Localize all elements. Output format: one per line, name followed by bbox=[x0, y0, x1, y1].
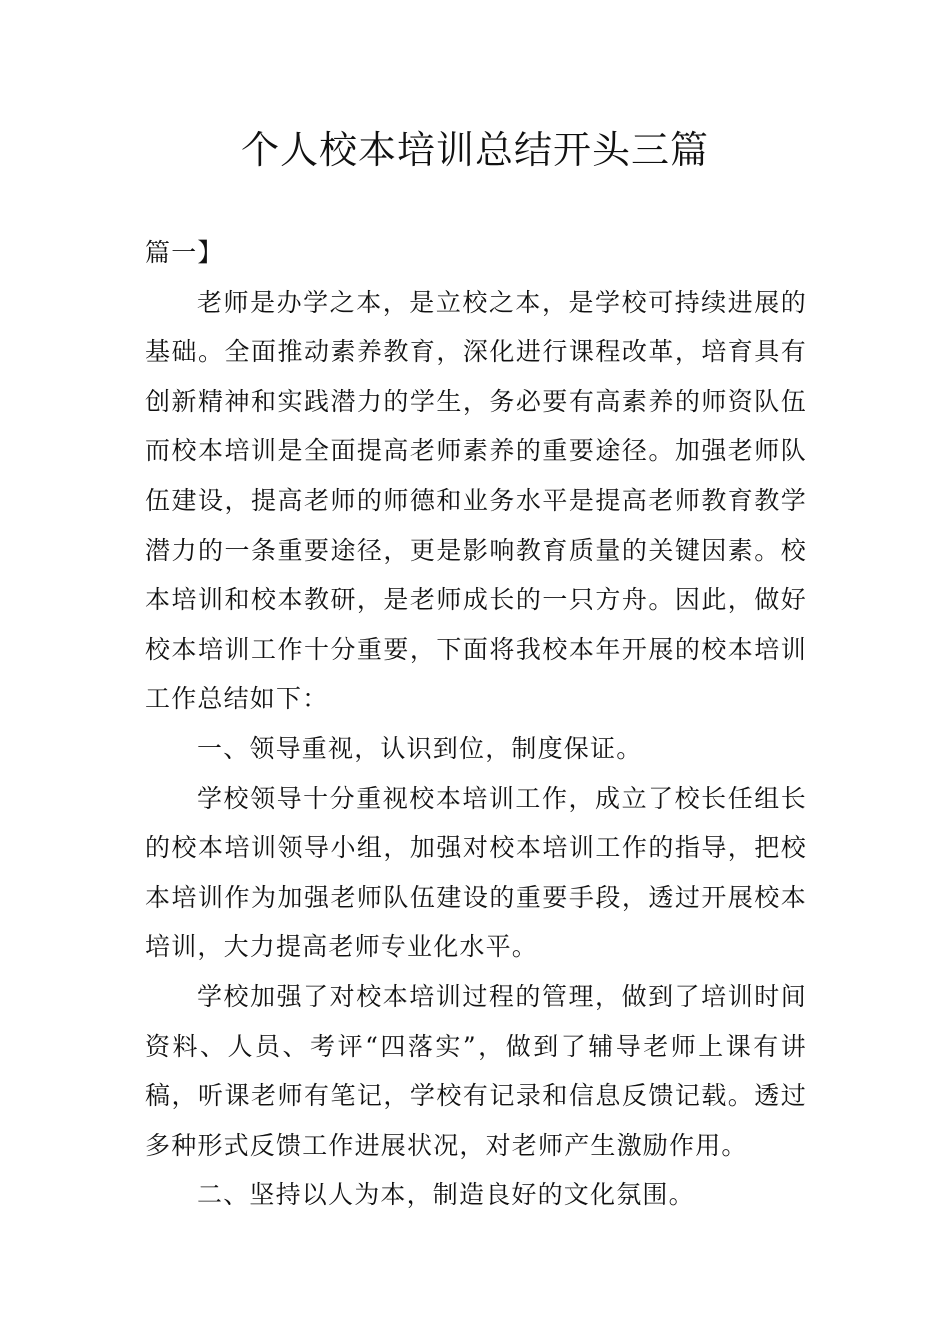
paragraph-management: 学校加强了对校本培训过程的管理，做到了培训时间资料、人员、考评“四落实”，做到了辅导老师上课有讲稿，听课老师有笔记，学校有记录和信息反馈记载。透过多种形式反馈工作进展状况，对老师产生激励作用。 bbox=[145, 981, 807, 1160]
paragraph-intro: 老师是办学之本，是立校之本，是学校可持续进展的基础。全面推动素养教育，深化进行课程改革，培育具有创新精神和实践潜力的学生，务必要有高素养的师资队伍而校本培训是全面提高老师素养的重要途径。加强老师队伍建设，提高老师的师德和业务水平是提高老师教育教学潜力的一条重要途径，更是影响教育质量的关键因素。校本培训和校本教研，是老师成长的一只方舟。因此，做好校本培训工作十分重要，下面将我校本年开展的校本培训工作总结如下： bbox=[145, 287, 807, 714]
document-body bbox=[145, 228, 807, 1220]
heading-two: 二、坚持以人为本，制造良好的文化氛围。 bbox=[197, 1180, 695, 1210]
document-title: 个人校本培训总结开头三篇 bbox=[240, 128, 709, 172]
paragraph-leadership: 学校领导十分重视校本培训工作，成立了校长任组长的校本培训领导小组，加强对校本培训工作的指导，把校本培训作为加强老师队伍建设的重要手段，透过开展校本培训，大力提高老师专业化水平。 bbox=[145, 783, 807, 962]
section-label: 篇一】 bbox=[145, 238, 224, 267]
heading-one: 一、领导重视，认识到位，制度保证。 bbox=[197, 733, 643, 763]
